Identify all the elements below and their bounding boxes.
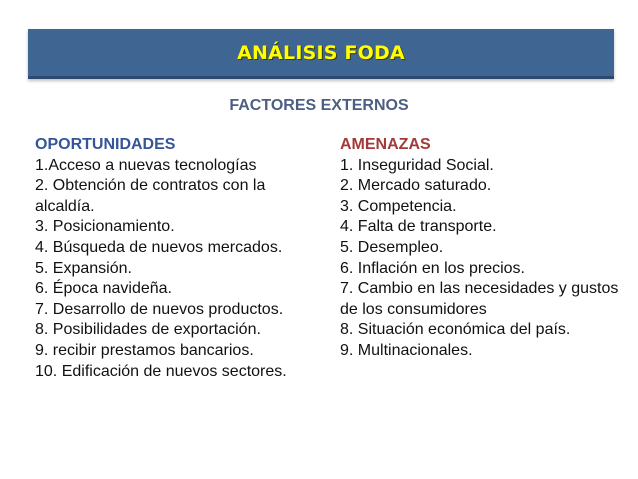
opportunities-heading: OPORTUNIDADES [35, 136, 176, 153]
opportunity-item: 4. Búsqueda de nuevos mercados. [35, 238, 283, 256]
threat-item: 1. Inseguridad Social. [340, 156, 494, 174]
slide-title: ANÁLISIS FODA [237, 41, 405, 64]
opportunity-item: 8. Posibilidades de exportación. [35, 321, 261, 339]
opportunity-item: 10. Edificación de nuevos sectores. [35, 362, 287, 380]
opportunity-item: 3. Posicionamiento. [35, 218, 175, 236]
opportunity-item: 1.Acceso a nuevas tecnologías [35, 156, 257, 174]
threat-item: 4. Falta de transporte. [340, 218, 497, 236]
opportunity-item: 5. Expansión. [35, 259, 132, 277]
threats-heading: AMENAZAS [340, 136, 431, 153]
opportunity-item: 7. Desarrollo de nuevos productos. [35, 300, 284, 318]
opportunity-item: 9. recibir prestamos bancarios. [35, 341, 254, 359]
threat-item: 7. Cambio en las necesidades y gustos de los consumidores [340, 280, 619, 318]
opportunity-item: 2. Obtención de contratos con la alcaldía. [35, 177, 266, 215]
threat-item: 9. Multinacionales. [340, 341, 473, 359]
opportunities-column [35, 135, 325, 382]
threat-item: 6. Inflación en los precios. [340, 259, 525, 277]
section-subtitle: FACTORES EXTERNOS [229, 97, 409, 114]
threats-column [340, 135, 630, 362]
opportunity-item: 6. Época navideña. [35, 280, 172, 298]
threat-item: 8. Situación económica del país. [340, 321, 571, 339]
title-bar [28, 29, 614, 79]
threat-item: 3. Competencia. [340, 197, 457, 215]
threat-item: 5. Desempleo. [340, 238, 444, 256]
threat-item: 2. Mercado saturado. [340, 177, 492, 195]
